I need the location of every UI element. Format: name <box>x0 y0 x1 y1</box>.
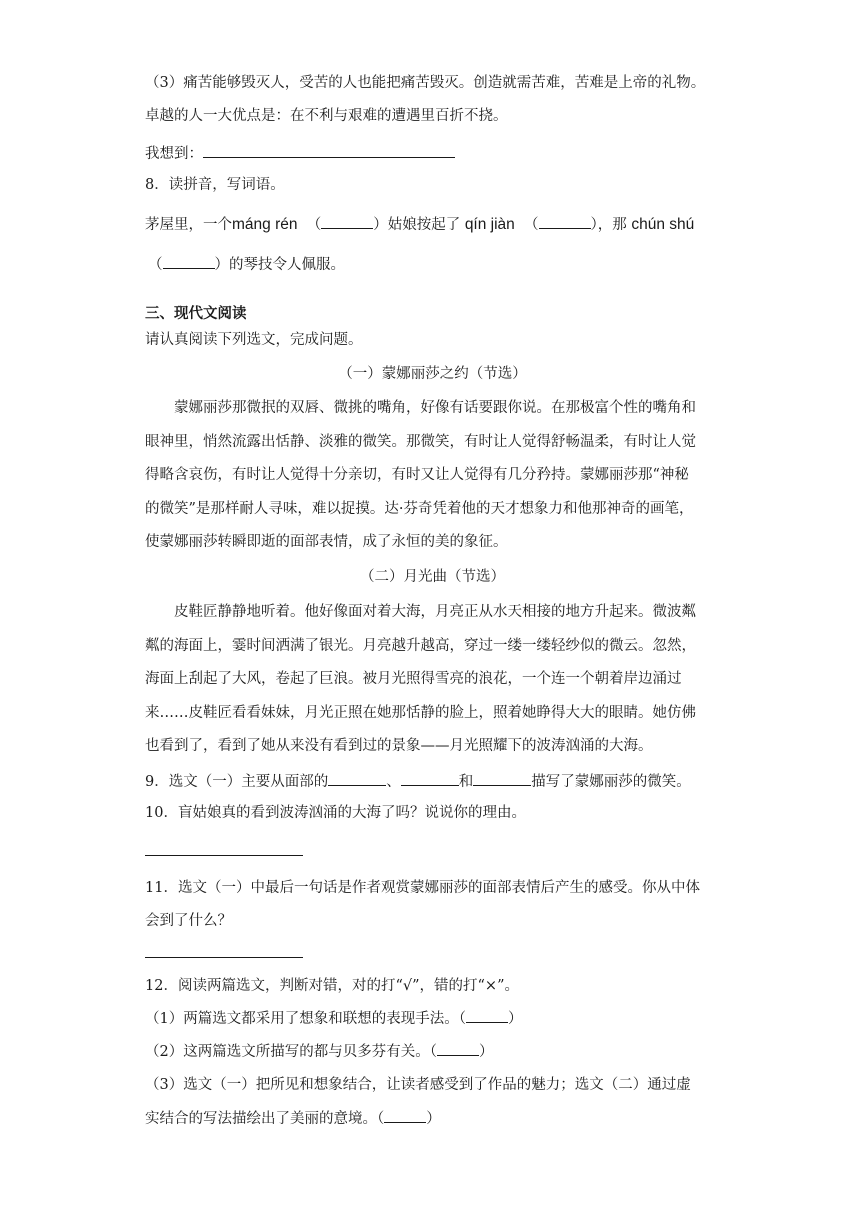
q8-blank-1[interactable] <box>321 214 373 229</box>
q9-text-4: 描写了蒙娜丽莎的微笑。 <box>531 774 691 790</box>
q9-text-1: 9．选文（一）主要从面部的 <box>145 774 329 790</box>
q9-blank-3[interactable] <box>473 771 531 786</box>
q12-item3-blank[interactable] <box>384 1108 426 1123</box>
q12-item1-row <box>145 1008 720 1029</box>
q8-pinyin-2: qín jiàn <box>464 216 515 233</box>
q8-paren-close-2: ） <box>590 217 598 233</box>
q8-sentence-line2 <box>148 254 723 275</box>
q8-blank-2[interactable] <box>539 214 591 229</box>
passage2-line: 粼的海面上，霎时间洒满了银光。月亮越升越高，穿过一缕一缕轻纱似的微云。忽然， <box>145 637 696 654</box>
passage2-line: 海面上刮起了大风，卷起了巨浪。被月光照得雪亮的浪花，一个连一个朝着岸边涌过 <box>145 671 682 687</box>
section3-instruction: 请认真阅读下列选文，完成问题。 <box>145 332 363 348</box>
q10-answer-line[interactable] <box>145 855 303 856</box>
q11-line2: 会到了什么？ <box>145 913 232 929</box>
q7-item3-line1: （3）痛苦能够毁灭人，受苦的人也能把痛苦毁灭。创造就需苦难，苦难是上帝的礼物。 <box>145 75 706 91</box>
passage1-body <box>145 392 720 560</box>
q9-row <box>145 771 720 792</box>
q12-item2-blank[interactable] <box>437 1041 479 1056</box>
q8-pinyin-1: máng rén <box>232 216 298 233</box>
q12-item3-close: ） <box>426 1111 441 1127</box>
q12-item2-close: ） <box>478 1044 494 1060</box>
q12-item1-close: ） <box>507 1011 523 1027</box>
q8-paren-open-1: （ <box>306 217 322 233</box>
q8-paren-open-3: （ <box>148 257 163 273</box>
q7-think-row <box>145 143 720 164</box>
q12-title: 12．阅读两篇选文，判断对错，对的打“√”，错的打“×”。 <box>145 978 519 994</box>
q8-text-3: ，那 <box>597 217 627 233</box>
q8-paren-close-1: ） <box>373 217 388 233</box>
q8-title: 8．读拼音，写词语。 <box>145 177 285 193</box>
q9-text-2: 、 <box>386 774 401 790</box>
passage1-line: 眼神里，悄然流露出恬静、淡雅的微笑。那微笑，有时让人觉得舒畅温柔，有时让人觉 <box>145 433 696 450</box>
q12-item3-line1: （3）选文（一）把所见和想象结合，让读者感受到了作品的魅力；选文（二）通过虚 <box>145 1077 691 1093</box>
q8-blank-3[interactable] <box>163 254 215 269</box>
passage1-line: 得略含哀伤，有时让人觉得十分亲切，有时又让人觉得有几分矜持。蒙娜丽莎那“神秘 <box>145 467 689 483</box>
q9-text-3: 和 <box>458 774 474 790</box>
passage1-title: （一）蒙娜丽莎之约（节选） <box>338 366 527 382</box>
q10-text: 10．盲姑娘真的看到波涛汹涌的大海了吗？说说你的理由。 <box>145 805 526 821</box>
q12-item2-row <box>145 1041 720 1062</box>
passage1-line: 蒙娜丽莎那微抿的双唇、微挑的嘴角，好像有话要跟你说。在那极富个性的嘴角和 <box>174 400 696 416</box>
section3-heading: 三、现代文阅读 <box>145 305 247 322</box>
q8-text-2: 姑娘按起了 <box>387 217 461 233</box>
q8-text-1: 茅屋里，一个 <box>145 217 232 233</box>
q12-item2-text: （2）这两篇选文所描写的都与贝多芬有关。（ <box>145 1044 437 1060</box>
passage2-line: 皮鞋匠静静地听着。他好像面对着大海，月亮正从水天相接的地方升起来。微波粼 <box>174 604 696 620</box>
q7-answer-blank[interactable] <box>203 143 455 158</box>
passage2-body <box>145 596 720 764</box>
q9-blank-1[interactable] <box>328 771 386 786</box>
q11-line1: 11．选文（一）中最后一句话是作者观赏蒙娜丽莎的面部表情后产生的感受。你从中体 <box>145 880 700 896</box>
q12-item1-blank[interactable] <box>466 1008 508 1023</box>
passage1-line: 的微笑”是那样耐人寻味，难以捉摸。达·芬奇凭着他的天才想象力和他那神奇的画笔， <box>145 500 694 517</box>
q12-item3-text: 实结合的写法描绘出了美丽的意境。（ <box>145 1111 385 1127</box>
q8-text-4: 的琴技令人佩服。 <box>229 257 345 273</box>
q8-pinyin-3: chún shú <box>631 216 695 233</box>
q8-sentence-line1 <box>145 214 720 235</box>
passage2-line: 来……皮鞋匠看看妹妹，月光正照在她那恬静的脸上，照着她睁得大大的眼睛。她仿佛 <box>145 704 696 721</box>
passage1-line: 使蒙娜丽莎转瞬即逝的面部表情，成了永恒的美的象征。 <box>145 534 508 550</box>
q12-item3-row <box>145 1108 720 1129</box>
q8-paren-close-3: ） <box>214 257 229 273</box>
q12-item1-text: （1）两篇选文都采用了想象和联想的表现手法。（ <box>145 1011 466 1027</box>
q7-item3-line2: 卓越的人一大优点是：在不利与艰难的遭遇里百折不挠。 <box>145 108 508 124</box>
q11-answer-line[interactable] <box>145 957 303 958</box>
passage2-line: 也看到了，看到了她从来没有看到过的景象——月光照耀下的波涛汹涌的大海。 <box>145 738 653 754</box>
passage2-title: （二）月光曲（节选） <box>360 569 505 585</box>
q7-think-label: 我想到： <box>145 146 203 162</box>
q9-blank-2[interactable] <box>401 771 459 786</box>
q8-paren-open-2: （ <box>524 217 539 233</box>
